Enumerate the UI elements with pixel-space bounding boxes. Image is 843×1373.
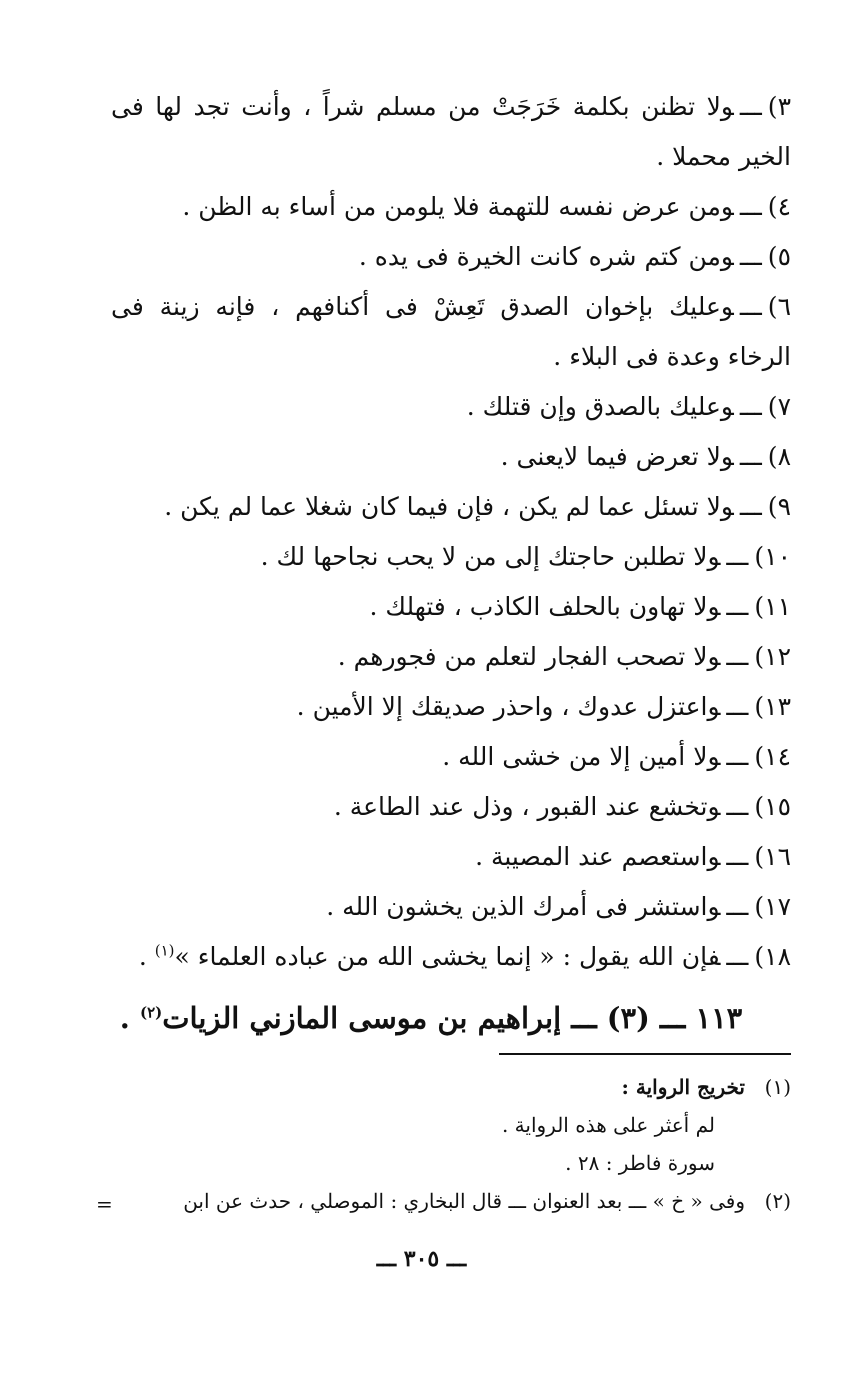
list-item	[111, 882, 791, 932]
item-dash: ـــ	[726, 942, 749, 971]
item-number: ٤)	[767, 192, 791, 221]
footnote-number: (١)	[764, 1075, 791, 1099]
item-dash: ـــ	[726, 592, 749, 621]
footnote-2	[91, 1182, 791, 1220]
list-item	[111, 82, 791, 182]
item-dash: ـــ	[739, 492, 762, 521]
list-item	[111, 632, 791, 682]
item-number: ١٢)	[754, 642, 791, 671]
list-item	[111, 582, 791, 632]
list-item	[111, 182, 791, 232]
item-dash: ـــ	[726, 692, 749, 721]
item-number: ٩)	[767, 492, 791, 521]
item-number: ١٨)	[754, 942, 791, 971]
item-dash: ـــ	[726, 842, 749, 871]
list-item	[111, 832, 791, 882]
item-text: ومن كتم شره كانت الخيرة فى يده .	[358, 242, 734, 271]
item-number: ١٠)	[754, 542, 791, 571]
item-text: ولا تهاون بالحلف الكاذب ، فتهلك .	[369, 592, 721, 621]
item-number: ١٧)	[754, 892, 791, 921]
footnote-number: (٢)	[764, 1189, 791, 1213]
footnotes	[91, 1068, 791, 1220]
item-number: ١٥)	[754, 792, 791, 821]
item-dash: ـــ	[726, 892, 749, 921]
item-number: ١٣)	[754, 692, 791, 721]
item-dash: ـــ	[739, 392, 762, 421]
footnote-divider	[499, 1053, 791, 1055]
item-dash: ـــ	[739, 192, 762, 221]
main-text	[111, 82, 791, 1048]
item-text: ولا تطلبن حاجتك إلى من لا يحب نجاحها لك .	[260, 542, 721, 571]
footnote-title: تخريج الرواية :	[621, 1075, 745, 1099]
list-item	[111, 432, 791, 482]
item-text: ولا تظنن بكلمة خَرَجَتْ من مسلم شراً ، وأنت تجد لها فى الخير محملا .	[111, 92, 791, 171]
item-dash: ـــ	[739, 442, 762, 471]
list-item	[111, 382, 791, 432]
item-text: واعتزل عدوك ، واحذر صديقك إلا الأمين .	[296, 692, 721, 721]
item-number: ١٤)	[754, 742, 791, 771]
item-text: ومن عرض نفسه للتهمة فلا يلومن من أساء به الظن .	[182, 192, 734, 221]
list-item	[111, 732, 791, 782]
item-text: واستعصم عند المصيبة .	[475, 842, 721, 871]
item-number: ٣)	[767, 92, 791, 121]
list-item	[111, 282, 791, 382]
item-dash: ـــ	[726, 642, 749, 671]
item-text: واستشر فى أمرك الذين يخشون الله .	[326, 892, 721, 921]
item-dash: ـــ	[726, 542, 749, 571]
item-end: .	[138, 942, 155, 971]
item-dash: ـــ	[726, 792, 749, 821]
item-text: وتخشع عند القبور ، وذل عند الطاعة .	[333, 792, 721, 821]
item-dash: ـــ	[739, 292, 762, 321]
list-item	[111, 482, 791, 532]
item-text: ولا تعرض فيما لايعنى .	[500, 442, 734, 471]
list-item	[111, 932, 791, 982]
heading-end: .	[119, 1001, 140, 1035]
section-heading	[111, 988, 791, 1048]
item-number: ١٦)	[754, 842, 791, 871]
item-number: ١١)	[754, 592, 791, 621]
item-dash: ـــ	[726, 742, 749, 771]
item-text: ولا تصحب الفجار لتعلم من فجورهم .	[337, 642, 721, 671]
list-item	[111, 782, 791, 832]
item-text: ولا أمين إلا من خشى الله .	[442, 742, 721, 771]
item-text: وعليك بإخوان الصدق تَعِشْ فى أكنافهم ، فإنه زينة فى الرخاء وعدة فى البلاء .	[111, 292, 791, 371]
list-item	[111, 232, 791, 282]
list-item	[111, 682, 791, 732]
item-number: ٦)	[767, 292, 791, 321]
item-number: ٨)	[767, 442, 791, 471]
item-dash: ـــ	[739, 242, 762, 271]
item-number: ٥)	[767, 242, 791, 271]
item-number: ٧)	[767, 392, 791, 421]
item-text: فإن الله يقول : « إنما يخشى الله من عباده العلماء »	[174, 942, 721, 971]
heading-text: ١١٣ ـــ (٣) ـــ إبراهيم بن موسى المازني الزيات	[162, 1001, 743, 1035]
item-dash: ـــ	[739, 92, 762, 121]
footnote-line: سورة فاطر : ٢٨ .	[565, 1151, 715, 1175]
footnote-line: لم أعثر على هذه الرواية .	[501, 1113, 715, 1137]
item-text: وعليك بالصدق وإن قتلك .	[466, 392, 734, 421]
footnote-continuation-mark: =	[96, 1192, 113, 1216]
footnote-text: وفى « خ » ـــ بعد العنوان ـــ قال البخاري : الموصلي ، حدث عن ابن	[183, 1189, 745, 1213]
list-item	[111, 532, 791, 582]
page-number: ـــ ٣٠٥ ـــ	[376, 1246, 467, 1272]
footnote-1	[91, 1068, 791, 1106]
item-text: ولا تسئل عما لم يكن ، فإن فيما كان شغلا عما لم يكن .	[164, 492, 734, 521]
footnote-marker: (٢)	[139, 1003, 163, 1022]
footnote-marker: (١)	[154, 941, 175, 960]
